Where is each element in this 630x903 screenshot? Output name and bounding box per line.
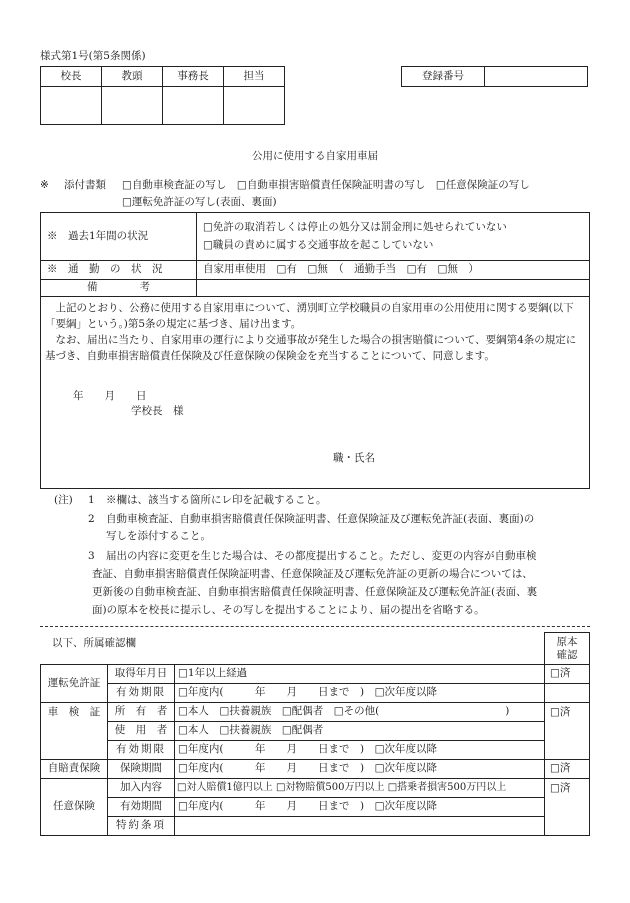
declaration-paragraph-2: なお、届出に当たり、自家用車の運行により交通事故が発生した場合の損害賠償について、要綱第4条の規定に基づき、自動車損害賠償責任保険及び任意保険の保険金を充当することについて、同意します。 — [45, 334, 577, 362]
addressee: 学校長 様 — [131, 405, 184, 417]
approval-box-principal[interactable] — [41, 87, 102, 125]
approval-box-office[interactable] — [163, 87, 224, 125]
notification-form — [40, 212, 590, 489]
registration-label: 登録番号 — [402, 67, 485, 87]
form-number: 様式第1号(第5条関係) — [40, 50, 146, 62]
commute-label: ※ 通 勤 の 状 況 — [41, 261, 197, 280]
owner-label: 所 有 者 — [108, 703, 175, 722]
commute-status[interactable]: 自家用車使用 □有 □無 （ 通勤手当 □有 □無 ） — [197, 261, 590, 280]
registration-number-field[interactable] — [485, 67, 588, 87]
confirmation-table — [40, 632, 590, 836]
dashed-divider — [40, 626, 590, 627]
coverage-label: 加入内容 — [108, 779, 175, 798]
note-3-line2: 査証、自動車損害賠償責任保険証明書、任意保険証及び運転免許証の更新の場合については、 — [92, 568, 533, 580]
note-3-number: 3 — [88, 550, 95, 562]
remarks-label: 備 考 — [41, 280, 197, 297]
approval-table — [40, 66, 285, 125]
past-year-label: ※ 過去1年間の状況 — [41, 213, 197, 261]
special-terms-value[interactable] — [175, 817, 545, 836]
note-1-text: ※欄は、該当する箇所にレ印を記載すること。 — [106, 494, 327, 506]
user-label: 使 用 者 — [108, 722, 175, 741]
inspection-sumi-checkbox[interactable]: □済 — [545, 703, 590, 760]
license-acquired-value[interactable]: □1年以上経過 — [175, 665, 545, 684]
note-2-line1: 自動車検査証、自動車損害賠償責任保険証明書、任意保険証及び運転免許証(表面、裏面)の — [106, 513, 535, 525]
note-3-line1: 届出の内容に変更を生じた場合は、その都度提出すること。ただし、変更の内容が自動車検 — [106, 550, 537, 562]
voluntary-label: 任意保険 — [41, 779, 108, 836]
cali-period-value[interactable]: □年度内( 年 月 日まで ) □次年度以降 — [175, 760, 545, 779]
past-year-line2[interactable]: □職員の責めに属する交通事故を起こしていない — [203, 238, 434, 251]
attachment-label: 添付書類 — [64, 179, 106, 191]
voluntary-validity-value[interactable]: □年度内( 年 月 日まで ) □次年度以降 — [175, 798, 545, 817]
inspection-validity-label: 有効期限 — [108, 741, 175, 760]
original-confirm-header — [545, 633, 590, 665]
license-sumi-checkbox[interactable]: □済 — [545, 665, 590, 684]
license-acquired-label: 取得年月日 — [108, 665, 175, 684]
past-year-status[interactable] — [197, 213, 590, 261]
attachment-list-line2[interactable]: □運転免許証の写し(表面、裏面) — [122, 196, 277, 208]
license-sumi-blank — [545, 684, 590, 703]
owner-value[interactable]: □本人 □扶養親族 □配偶者 □その他( ) — [175, 703, 545, 722]
note-1-number: 1 — [88, 494, 95, 506]
cali-period-label: 保険期間 — [108, 760, 175, 779]
original-confirm-l2: 確認 — [556, 648, 578, 661]
voluntary-sumi-checkbox[interactable]: □済 — [545, 779, 590, 836]
note-3-line4: 面)の原本を校長に提示し、その写しを提出することにより、届の提出を省略する。 — [92, 604, 485, 616]
declaration-cell — [41, 297, 590, 489]
signature-label: 職・氏名 — [333, 452, 375, 464]
inspection-label: 車 検 証 — [41, 703, 108, 760]
license-validity-label: 有効期限 — [108, 684, 175, 703]
registration-table — [401, 66, 588, 87]
notes-label: (注) — [54, 494, 73, 506]
confirmation-header-blank — [41, 633, 545, 665]
approval-box-staff[interactable] — [224, 87, 285, 125]
coverage-value[interactable]: □対人賠償1億円以上 □対物賠償500万円以上 □搭乗者損害500万円以上 — [175, 779, 545, 798]
voluntary-validity-label: 有効期間 — [108, 798, 175, 817]
approval-box-vice[interactable] — [102, 87, 163, 125]
note-3-line3: 更新後の自動車検査証、自動車損害賠償責任保険証明書、任意保険証及び運転免許証(表面、裏 — [92, 586, 538, 598]
declaration-paragraph-1: 上記のとおり、公務に使用する自家用車について、湧別町立学校職員の自家用車の公用使用に関する要綱(以下「要綱」という。)第5条の規定に基づき、届け出ます。 — [45, 302, 574, 330]
approval-staff: 担当 — [224, 67, 285, 87]
remarks-field[interactable] — [197, 280, 590, 297]
attachment-mark: ※ — [40, 179, 49, 191]
user-value[interactable]: □本人 □扶養親族 □配偶者 — [175, 722, 545, 741]
license-label: 運転免許証 — [41, 665, 108, 703]
inspection-validity-value[interactable]: □年度内( 年 月 日まで ) □次年度以降 — [175, 741, 545, 760]
attachment-list-line1[interactable]: □自動車検査証の写し □自動車損害賠償責任保険証明書の写し □任意保険証の写し — [122, 179, 530, 191]
cali-sumi-checkbox[interactable]: □済 — [545, 760, 590, 779]
original-confirm-l1: 原本 — [556, 635, 578, 648]
date-line[interactable]: 年 月 日 — [73, 390, 147, 402]
approval-office: 事務長 — [163, 67, 224, 87]
license-validity-value[interactable]: □年度内( 年 月 日まで ) □次年度以降 — [175, 684, 545, 703]
approval-vice: 教頭 — [102, 67, 163, 87]
note-2-number: 2 — [88, 513, 95, 525]
cali-label: 自賠責保険 — [41, 760, 108, 779]
approval-principal: 校長 — [41, 67, 102, 87]
document-title: 公用に使用する自家用車届 — [252, 150, 378, 162]
confirmation-heading: 以下、所属確認欄 — [52, 637, 136, 649]
note-2-line2: 写しを添付すること。 — [106, 530, 211, 542]
past-year-line1[interactable]: □免許の取消若しくは停止の処分又は罰金刑に処せられていない — [203, 221, 507, 234]
special-terms-label: 特約条項 — [108, 817, 175, 836]
